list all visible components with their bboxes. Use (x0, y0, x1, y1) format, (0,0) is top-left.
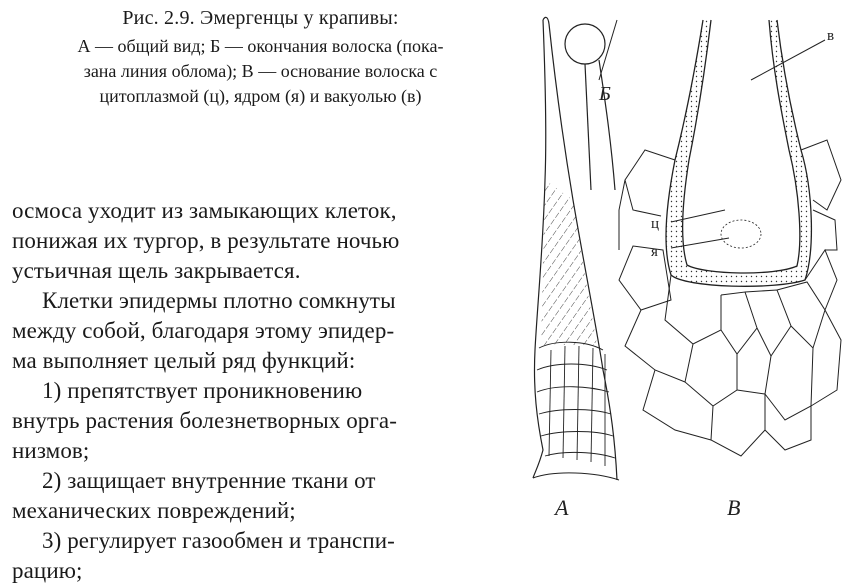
text-line: между собой, благодаря этому эпидер- (12, 318, 395, 343)
caption-title: Рис. 2.9. Эмергенцы у крапивы: (122, 7, 399, 29)
text-line: внутрь растения болезнетворных орга- (12, 408, 397, 433)
label-a: А (555, 495, 569, 520)
text-line: механических повреждений; (12, 498, 296, 523)
text-line: ма выполняет целый ряд функций: (12, 348, 356, 373)
list-item-3: 3) регулирует газообмен и транспи- (42, 528, 395, 553)
figure-caption (8, 6, 513, 109)
caption-legend (8, 34, 513, 109)
caption-line: зана линия облома); В — основание волоска с (83, 61, 438, 81)
mark-cytoplasm: ц (651, 216, 660, 232)
label-v: В (727, 495, 741, 520)
paragraph-start: Клетки эпидермы плотно сомкнуты (42, 288, 396, 313)
hair-base-v (619, 20, 841, 456)
list-item-2: 2) защищает внутренние ткани от (42, 468, 376, 493)
caption-line: А — общий вид; Б — окончания волоска (пока- (77, 36, 444, 56)
text-line: низмов; (12, 438, 90, 463)
list-item-1: 1) препятствует проникновению (42, 378, 363, 403)
illustration-svg (515, 10, 855, 570)
nettle-hair-illustration (515, 10, 855, 570)
caption-line: цитоплазмой (ц), ядром (я) и вакуолью (в) (99, 86, 422, 106)
text-line: понижая их тургор, в результате ночью (12, 228, 400, 253)
text-line: устьичная щель закрывается. (12, 258, 301, 283)
mark-nucleus: я (651, 244, 658, 260)
hair-tip-b (565, 20, 617, 190)
text-line: рацию; (12, 558, 83, 583)
text-line: осмоса уходит из замыкающих клеток, (12, 198, 397, 223)
label-b: Б (599, 83, 611, 105)
body-text (12, 196, 504, 586)
mark-vacuole: в (827, 28, 835, 44)
